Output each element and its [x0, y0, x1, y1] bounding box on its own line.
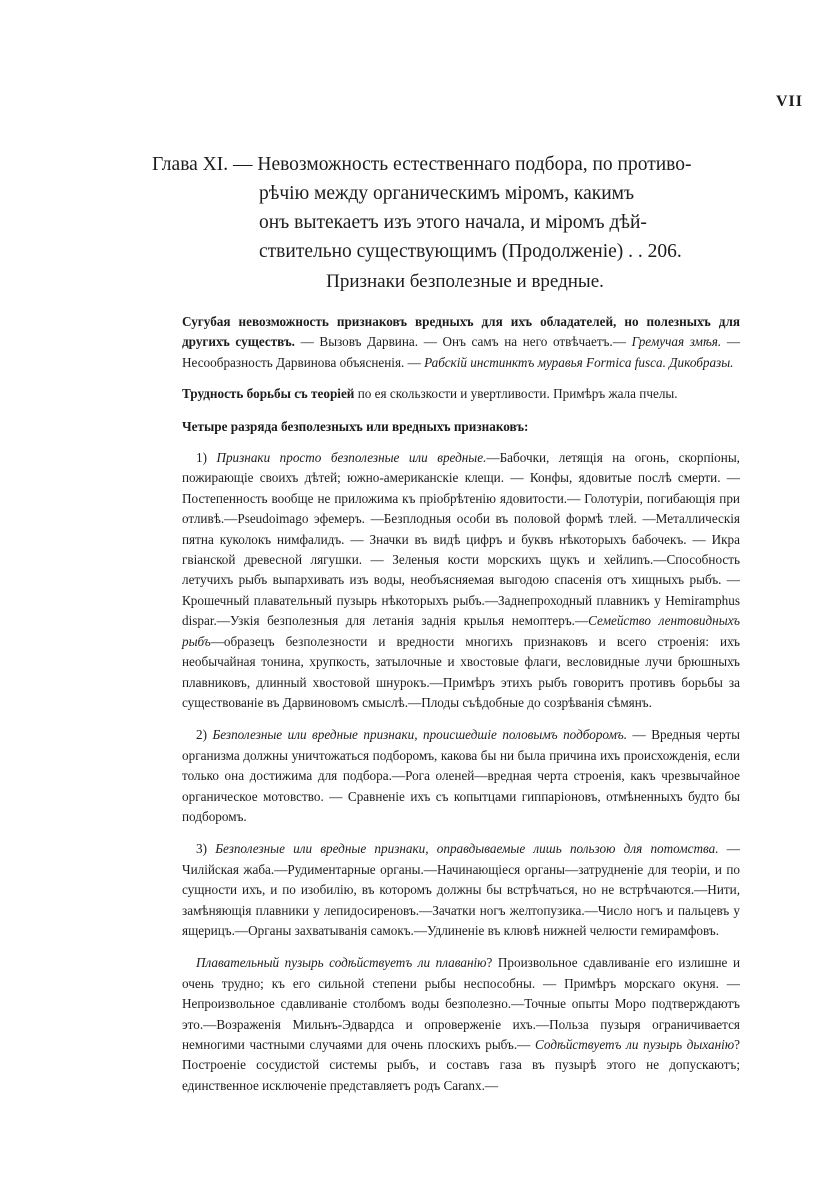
chapter-line-3: онъ вытекаетъ изъ этого начала, и міромъ дѣй-	[259, 212, 647, 233]
category-3-title: Безполезные или вредные признаки, оправдываемые лишь пользою для потомства.	[215, 841, 719, 857]
swim-bladder-text-2: ? Построеніе сосудистой системы рыбъ, и составъ газа въ пузырѣ этого не допускаютъ; единственное исключеніе представляетъ родъ Caranx.—	[182, 1037, 740, 1093]
section-title: Признаки безполезные и вредные.	[326, 271, 604, 292]
paragraph-1-text-2: — Несообразность Дарвинова объясненія. —	[182, 334, 741, 370]
paragraph-2-text: по ея скользкости и увертливости. Примѣръ жала пчелы.	[354, 386, 678, 402]
paragraph-category-3	[182, 839, 740, 941]
page-number: VII	[776, 93, 804, 110]
swim-bladder-question-1: Плавательный пузырь содѣйствуетъ ли плаванію	[196, 955, 487, 971]
paragraph-2-bold: Трудность борьбы съ теоріей	[182, 386, 355, 402]
paragraph-1-bold: Сугубая невозможность признаковъ вредныхъ для ихъ обладателей, но полезныхъ для другихъ существъ.	[182, 314, 740, 350]
category-2-text: — Вредныя черты организма должны уничтожаться подборомъ, какова бы ни была причина ихъ происхожденія, если только она достижима для подбора.—Рога оленей—вредная черта строенія, какъ чрезвычайное органическое мотовство. — Сравненіе ихъ съ копытцами гиппаріоновъ, отмѣненныхъ будто бы подборомъ.	[182, 727, 740, 824]
category-1-number: 1)	[196, 450, 217, 466]
chapter-line-4: ствительно существующимъ (Продолженіе) . . 206.	[259, 241, 682, 262]
category-2-number: 2)	[196, 727, 213, 743]
categories-heading: Четыре разряда безполезныхъ или вредныхъ признаковъ:	[182, 418, 529, 434]
summary-body	[182, 312, 740, 1108]
paragraph-1-italic-2: Рабскій инстинктъ муравья Formica fusca. Дикобразы.	[424, 354, 734, 370]
chapter-line-2: рѣчію между органическимъ міромъ, какимъ	[259, 183, 635, 204]
category-2-title: Безполезные или вредные признаки, происшедшіе половымъ подборомъ.	[212, 727, 628, 743]
paragraph-1-italic-1: Гремучая змѣя.	[631, 334, 722, 350]
category-1-italic: Семейство лентовидныхъ рыбъ	[182, 613, 741, 649]
swim-bladder-text-1: ? Произвольное сдавливаніе его излишне и очень трудно; къ его сильной степени рыбы неспособны. — Примѣръ морскаго окуня. —Непроизвольное сдавливаніе столбомъ воды безполезно.—Точные опыты Моро подтверждаютъ это.—Возраженія Мильнъ-Эдвардса и опроверженіе ихъ.—Польза пузыря ограничивается немногими частными случаями для очень плоскихъ рыбъ.—	[182, 955, 740, 1052]
category-3-text: —Чилійская жаба.—Рудиментарные органы.—Начинающіеся органы—затрудненіе для теоріи, и по сущности ихъ, и по изобилію, въ которомъ должны бы встрѣчаться, но не встрѣчаются.—Нити, замѣняющія плавники у лепидосиреновъ.—Зачатки ногъ желтопузика.—Число ногъ и пальцевъ у ящерицъ.—Органы захватыванія самокъ.—Удлиненіе въ клювѣ нижней челюсти гемирамфовъ.	[182, 841, 740, 938]
category-3-number: 3)	[196, 841, 216, 857]
paragraph-swim-bladder	[182, 953, 740, 1096]
paragraph-1-text: — Вызовъ Дарвина. — Онъ самъ на него отвѣчаетъ.—	[294, 334, 632, 350]
paragraph-2	[182, 384, 740, 404]
paragraph-1	[182, 312, 740, 373]
paragraph-category-1	[182, 448, 740, 713]
chapter-heading	[152, 150, 752, 266]
paragraph-category-2	[182, 725, 740, 827]
category-1-text: —Бабочки, летящія на огонь, скорпіоны, пожирающіе своихъ дѣтей; южно-американскіе клещи. — Конфы, ядовитые послѣ смерти. —Постепенность вообще не приложима къ пріобрѣтенію ядовитости.— Голотуріи, погибающія при отливѣ.—Pseudoimago эфемеръ. —Безплодныя особи въ половой формѣ тлей. —Металлическія пятна куколокъ нимфалидъ. — Значки въ видѣ цифръ и буквъ нѣкоторыхъ бабочекъ. — Икра гвіанской древесной лягушки. — Зеленыя кости морскихъ щукъ и хейлиnъ.—Способность летучихъ рыбъ выпархивать изъ воды, необъясняемая выгодою спасенія отъ хищныхъ рыбъ. — Крошечный плавательный пузырь нѣкоторыхъ рыбъ.—Заднепроходный плавникъ у Hemiramphus dispar.—Узкія безполезныя для летанія заднія крылья немоптеръ.—	[182, 450, 740, 629]
swim-bladder-question-2: Содѣйствуетъ ли пузырь дыханію	[535, 1037, 735, 1052]
chapter-line-1: Глава XI. — Невозможность естественнаго подбора, по противо-	[152, 154, 692, 175]
category-1-title: Признаки просто безполезные или вредные.	[216, 450, 487, 466]
category-1-text-2: —образецъ безполезности и вредности многихъ признаковъ и всего строенія: ихъ необычайная тонина, хрупкость, затылочные и хвостовые флаги, весловидные лучи брюшныхъ плавниковъ, длинный хвостовой шнурокъ.—Примѣръ этихъ рыбъ говоритъ противъ борьбы за существованіе въ Дарвиновомъ смыслѣ.—Плоды съѣдобные до созрѣванія сѣмянъ.	[182, 633, 740, 710]
